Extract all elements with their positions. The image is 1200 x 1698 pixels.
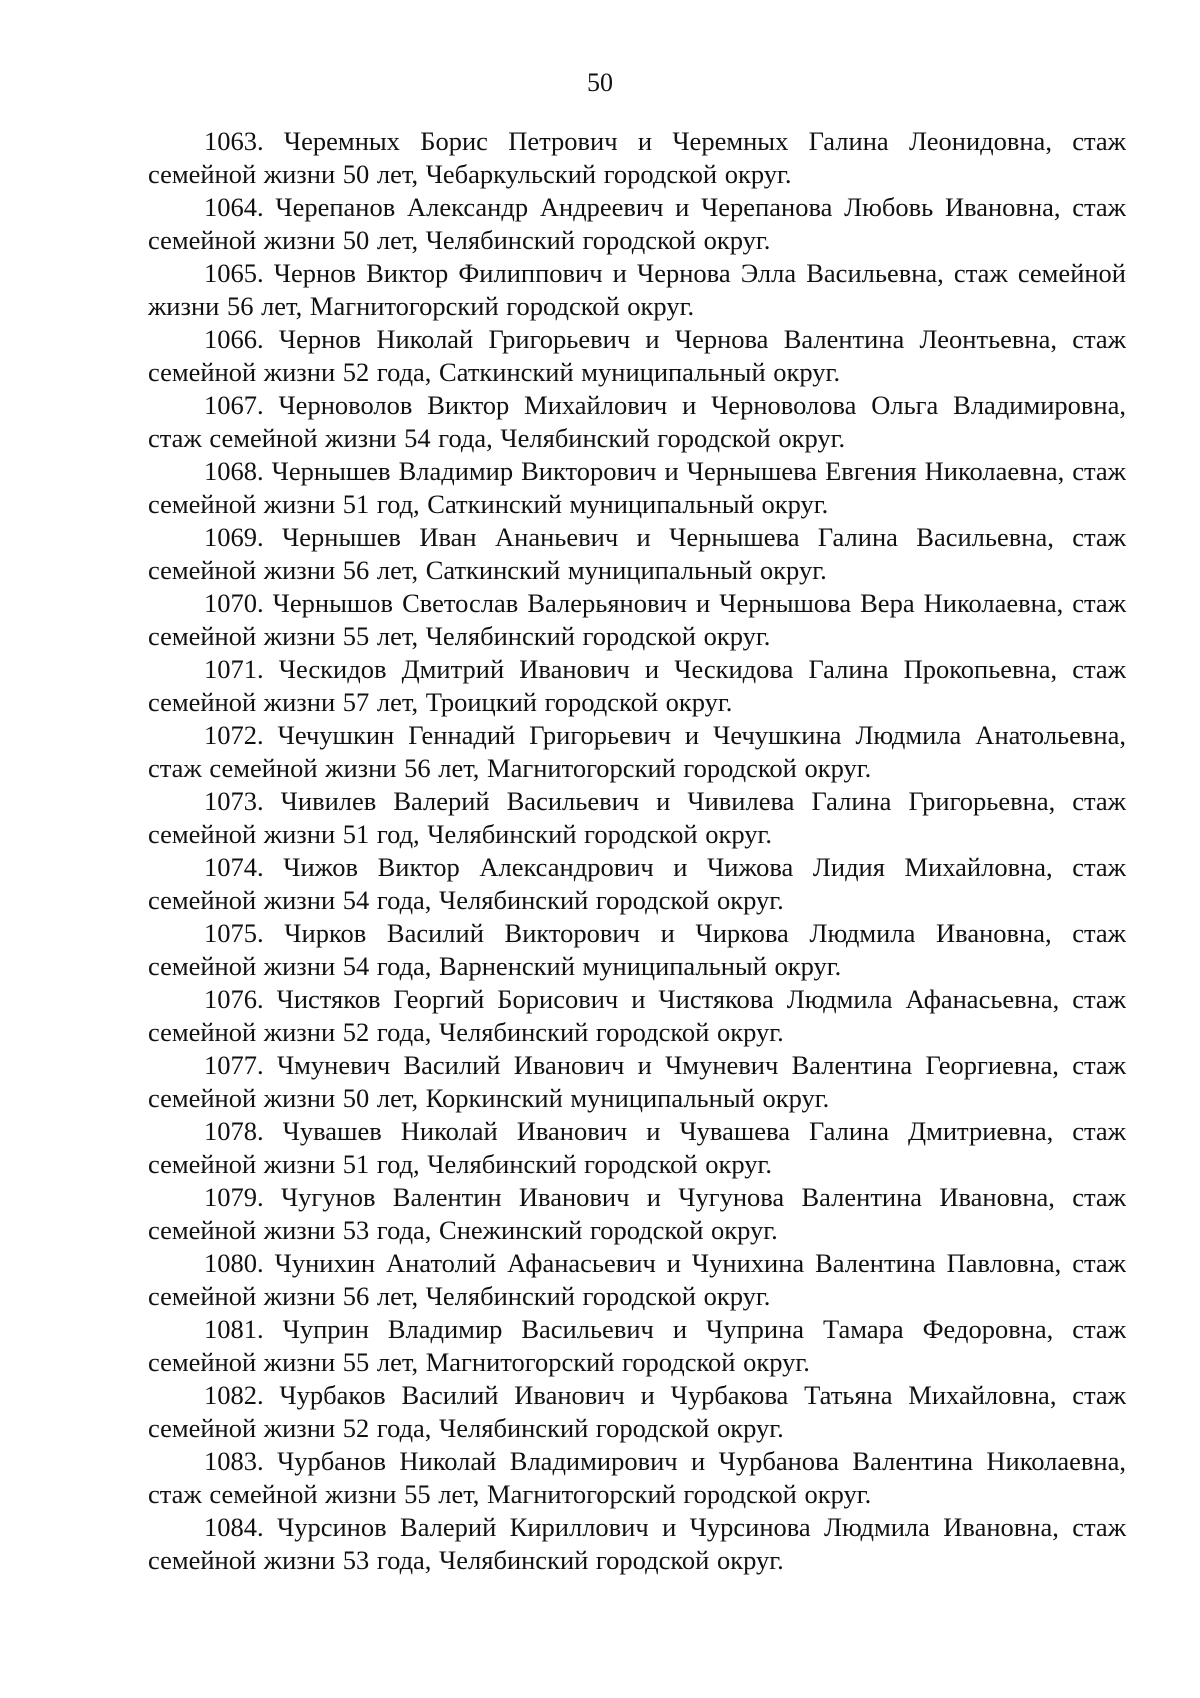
list-item: 1079. Чугунов Валентин Иванович и Чугунова Валентина Ивановна, стаж семейной жизни 53 года, Снежинский городской округ. (148, 1182, 1126, 1245)
list-item: 1063. Черемных Борис Петрович и Черемных Галина Леонидовна, стаж семейной жизни 50 лет, Чебаркульский городской округ. (148, 126, 1126, 189)
list-item: 1080. Чунихин Анатолий Афанасьевич и Чунихина Валентина Павловна, стаж семейной жизни 56 лет, Челябинский городской округ. (148, 1248, 1126, 1311)
list-item: 1076. Чистяков Георгий Борисович и Чистякова Людмила Афанасьевна, стаж семейной жизни 52 года, Челябинский городской округ. (148, 984, 1126, 1047)
list-item: 1065. Чернов Виктор Филиппович и Чернова Элла Васильевна, стаж семейной жизни 56 лет, Магнитогорский городской округ. (148, 258, 1126, 321)
list-item: 1073. Чивилев Валерий Васильевич и Чивилева Галина Григорьевна, стаж семейной жизни 51 год, Челябинский городской округ. (148, 786, 1126, 849)
list-item: 1071. Ческидов Дмитрий Иванович и Ческидова Галина Прокопьевна, стаж семейной жизни 57 лет, Троицкий городской округ. (148, 654, 1126, 717)
page-number: 50 (587, 68, 613, 97)
list-item: 1064. Черепанов Александр Андреевич и Черепанова Любовь Ивановна, стаж семейной жизни 50 лет, Челябинский городской округ. (148, 192, 1126, 255)
list-item: 1069. Чернышев Иван Ананьевич и Чернышева Галина Васильевна, стаж семейной жизни 56 лет, Саткинский муниципальный округ. (148, 522, 1126, 585)
list-item: 1083. Чурбанов Николай Владимирович и Чурбанова Валентина Николаевна, стаж семейной жизни 55 лет, Магнитогорский городской округ. (148, 1446, 1126, 1509)
list-item: 1084. Чурсинов Валерий Кириллович и Чурсинова Людмила Ивановна, стаж семейной жизни 53 года, Челябинский городской округ. (148, 1512, 1126, 1575)
list-item: 1070. Чернышов Светослав Валерьянович и Чернышова Вера Николаевна, стаж семейной жизни 55 лет, Челябинский городской округ. (148, 588, 1126, 651)
list-item: 1068. Чернышев Владимир Викторович и Чернышева Евгения Николаевна, стаж семейной жизни 51 год, Саткинский муниципальный округ. (148, 456, 1126, 519)
list-item: 1075. Чирков Василий Викторович и Чиркова Людмила Ивановна, стаж семейной жизни 54 года, Варненский муниципальный округ. (148, 918, 1126, 981)
list-item: 1067. Черноволов Виктор Михайлович и Черноволова Ольга Владимировна, стаж семейной жизни 54 года, Челябинский городской округ. (148, 390, 1126, 453)
list-item: 1072. Чечушкин Геннадий Григорьевич и Чечушкина Людмила Анатольевна, стаж семейной жизни 56 лет, Магнитогорский городской округ. (148, 720, 1126, 783)
list-item: 1074. Чижов Виктор Александрович и Чижова Лидия Михайловна, стаж семейной жизни 54 года, Челябинский городской округ. (148, 852, 1126, 915)
list-item: 1066. Чернов Николай Григорьевич и Чернова Валентина Леонтьевна, стаж семейной жизни 52 года, Саткинский муниципальный округ. (148, 324, 1126, 387)
list-item: 1078. Чувашев Николай Иванович и Чувашева Галина Дмитриевна, стаж семейной жизни 51 год, Челябинский городской округ. (148, 1116, 1126, 1179)
list-item: 1082. Чурбаков Василий Иванович и Чурбакова Татьяна Михайловна, стаж семейной жизни 52 года, Челябинский городской округ. (148, 1380, 1126, 1443)
list-item: 1081. Чуприн Владимир Васильевич и Чуприна Тамара Федоровна, стаж семейной жизни 55 лет, Магнитогорский городской округ. (148, 1314, 1126, 1377)
entry-list (148, 125, 1126, 1577)
list-item: 1077. Чмуневич Василий Иванович и Чмуневич Валентина Георгиевна, стаж семейной жизни 50 лет, Коркинский муниципальный округ. (148, 1050, 1126, 1113)
